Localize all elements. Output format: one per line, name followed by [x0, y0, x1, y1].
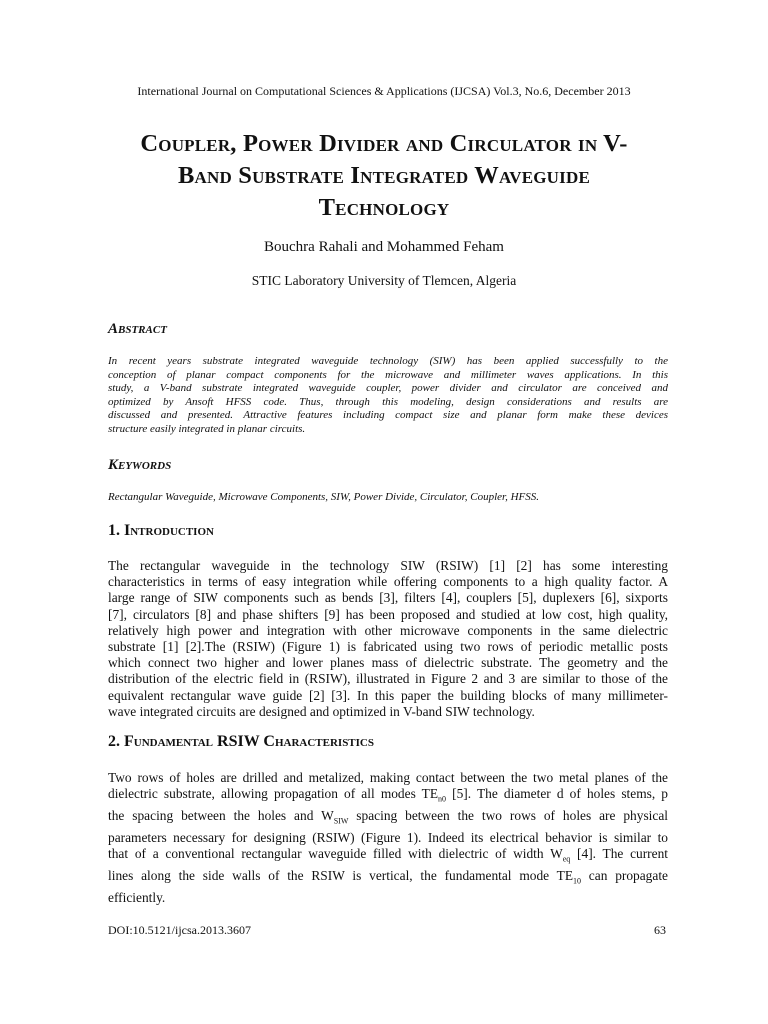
page-number: 63: [654, 923, 666, 937]
body-line: equivalent rectangular wave guide [2] [3]. In this paper the building blocks of many millimeter-: [108, 687, 668, 703]
body-line: substrate [1] [2].The (RSIW) (Figure 1) is fabricated using two rows of periodic metallic posts: [108, 639, 668, 655]
paper-title: [80, 128, 688, 224]
body-line: wave integrated circuits are designed and optimized in V-band SIW technology.: [108, 703, 535, 719]
title-line: Technology: [318, 194, 450, 221]
body-line: parameters necessary for designing (RSIW) (Figure 1). Indeed its electrical behavior is similar to: [108, 829, 668, 845]
body-line: large range of SIW components such as bends [3], filters [4], couplers [5], duplexers [6], sixports: [108, 590, 668, 606]
abstract-line: conception of planar compact components for the microwave and millimeter waves applications. In this: [108, 368, 668, 381]
body-line: [7], circulators [8] and phase shifters [9] has been proposed and studied at low cost, high quality,: [108, 606, 668, 622]
body-line: lines along the side walls of the RSIW is vertical, the fundamental mode $TE_{10}$ can propagate: [108, 868, 668, 886]
abstract-line: In recent years substrate integrated waveguide technology (SIW) has been applied successfully to the: [108, 355, 668, 367]
body-line: relatively high power and integration with other microwave components in the same dielectric: [108, 622, 668, 638]
authors: Bouchra Rahali and Mohammed Feham: [264, 239, 504, 255]
section-2-body: [108, 770, 668, 906]
body-line: Two rows of holes are drilled and metalized, making contact between the two metal planes of the: [108, 770, 668, 785]
abstract-line: discussed and presented. Attractive features including compact size and planar form make these devices: [108, 409, 668, 421]
body-line: the spacing between the holes and $W_{SIW}$ spacing between the two rows of holes are physical: [108, 808, 668, 826]
section-2-heading: 2. Fundamental RSIW Characteristics: [108, 733, 374, 750]
body-line: characteristics in terms of easy integration while offering components to a high quality factor. A: [108, 574, 668, 590]
abstract-line: study, a V-band substrate integrated waveguide coupler, power divider and circulator are conceived and: [108, 382, 668, 394]
keywords-text: Rectangular Waveguide, Microwave Components, SIW, Power Divide, Circulator, Coupler, HFSS.: [108, 491, 539, 503]
title-line: Coupler, Power Divider and Circulator in V-: [140, 130, 628, 157]
affiliation: STIC Laboratory University of Tlemcen, Algeria: [251, 273, 517, 288]
body-line: which connect two higher and lower planes mass of dielectric substrate. The geometry and the: [108, 655, 668, 671]
title-line: Band Substrate Integrated Waveguide: [177, 162, 590, 189]
body-line: distribution of the electric field in (RSIW), illustrated in Figure 2 and 3 are similar to those of the: [108, 671, 668, 687]
body-line: efficiently.: [108, 889, 166, 905]
body-line: The rectangular waveguide in the technology SIW (RSIW) [1] [2] has some interesting: [108, 558, 668, 573]
body-line: that of a conventional rectangular waveguide filled with dielectric of width $W_{eq}$ [4]. The current: [108, 846, 668, 864]
abstract-heading: Abstract: [108, 321, 167, 337]
section-1-heading: 1. Introduction: [108, 522, 214, 539]
footer-doi: DOI:10.5121/ijcsa.2013.3607: [108, 923, 251, 937]
abstract-line: structure easily integrated in planar circuits.: [108, 422, 306, 435]
abstract-line: optimized by Ansoft HFSS code. Thus, through this modeling, design considerations and results are: [108, 395, 668, 408]
body-line: dielectric substrate, allowing propagation of all modes $TE_{n0}$ [5]. The diameter d of holes stems, p: [108, 786, 668, 804]
section-1-body: [108, 558, 668, 720]
running-head: International Journal on Computational Sciences & Applications (IJCSA) Vol.3, No.6, December 2013: [137, 84, 631, 98]
keywords-heading: Keywords: [108, 457, 172, 473]
abstract-body: [108, 355, 668, 436]
